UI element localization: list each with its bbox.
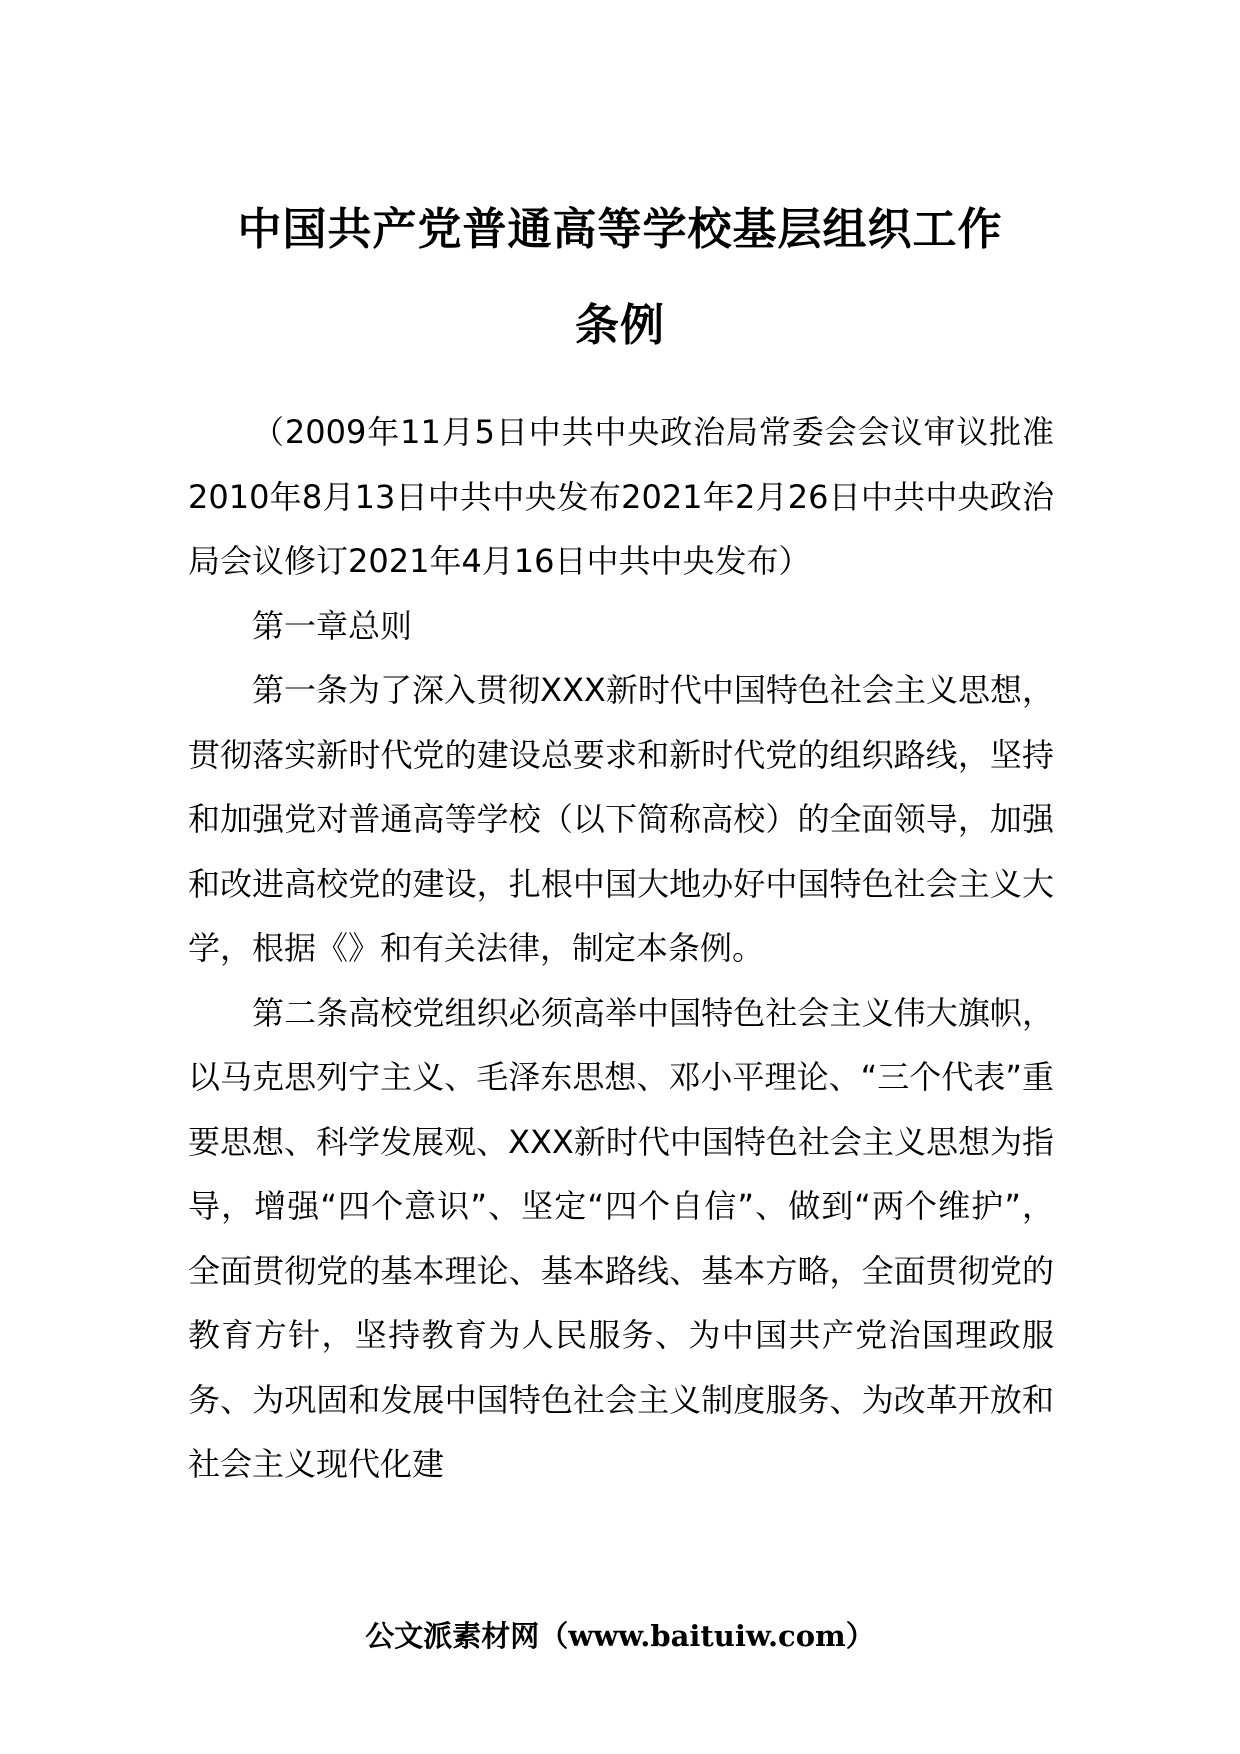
document-title-line-2: 条例 — [575, 300, 665, 351]
document-title-line-1: 中国共产党普通高等学校基层组织工作 — [237, 204, 1003, 255]
document-body — [188, 400, 1054, 1497]
paragraph-approval-note: （2009年11月5日中共中央政治局常委会会议审议批准2010年8月13日中共中央发布2021年2月26日中共中央政治局会议修订2021年4月16日中共中央发布） — [188, 413, 1054, 580]
paragraph-article-2: 第二条高校党组织必须高举中国特色社会主义伟大旗帜，以马克思列宁主义、毛泽东思想、邓小平理论、“三个代表”重要思想、科学发展观、XXX新时代中国特色社会主义思想为指导，增强“四个意识”、坚定“四个自信”、做到“两个维护”，全面贯彻党的基本理论、基本路线、基本方略，全面贯彻党的教育方针，坚持教育为人民服务、为中国共产党治国理政服务、为巩固和发展中国特色社会主义制度服务、为改革开放和社会主义现代化建 — [188, 993, 1054, 1483]
paragraph-article-1: 第一条为了深入贯彻XXX新时代中国特色社会主义思想，贯彻落实新时代党的建设总要求和新时代党的组织路线，坚持和加强党对普通高等学校（以下简称高校）的全面领导，加强和改进高校党的建设，扎根中国大地办好中国特色社会主义大学，根据《》和有关法律，制定本条例。 — [188, 671, 1054, 967]
paragraph-chapter-heading: 第一章总则 — [252, 606, 413, 645]
page-footer: 公文派素材网（www.baituiw.com） — [365, 1619, 875, 1653]
